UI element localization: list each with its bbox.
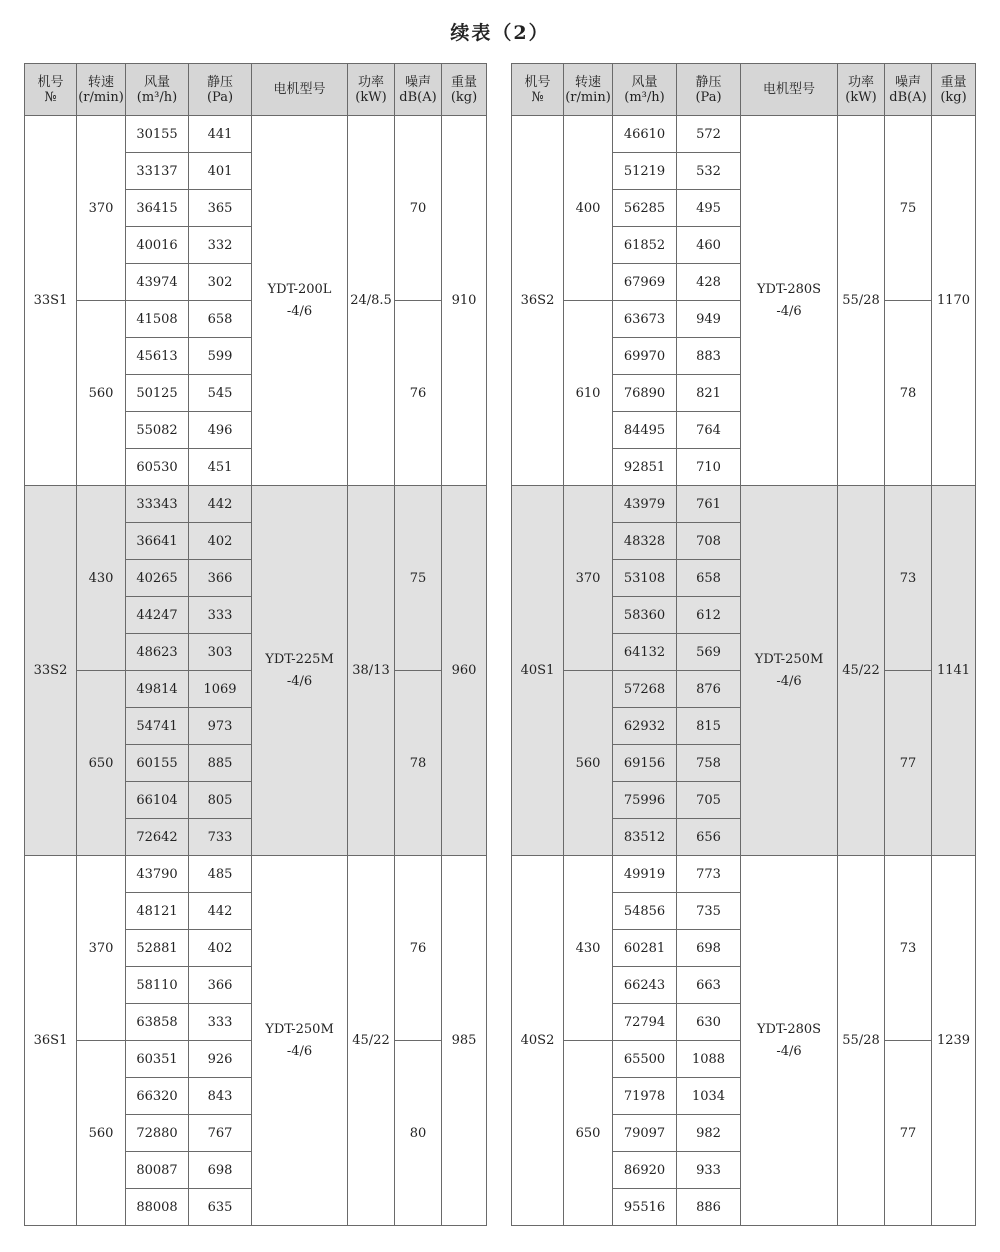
header-unit: (kW) (845, 89, 877, 105)
airflow-cell: 63858 (126, 1004, 189, 1041)
airflow-cell: 54856 (613, 893, 677, 930)
power-cell: 55/28 (838, 116, 885, 486)
static-pressure-cell: 767 (189, 1115, 252, 1152)
noise-cell: 77 (885, 671, 932, 856)
speed-cell: 610 (564, 301, 613, 486)
weight-cell: 985 (442, 856, 487, 1226)
speed-cell: 370 (77, 856, 126, 1041)
airflow-cell: 88008 (126, 1189, 189, 1226)
motor-model-cell (741, 486, 838, 856)
static-pressure-cell: 758 (677, 745, 741, 782)
static-pressure-cell: 735 (677, 893, 741, 930)
airflow-cell: 80087 (126, 1152, 189, 1189)
weight-cell: 960 (442, 486, 487, 856)
header-machine-no (25, 64, 77, 116)
static-pressure-cell: 401 (189, 153, 252, 190)
header-label: 风量 (631, 74, 658, 90)
motor-model-line1: YDT-250M (754, 651, 824, 667)
static-pressure-cell: 332 (189, 227, 252, 264)
airflow-cell: 43979 (613, 486, 677, 523)
speed-cell: 650 (77, 671, 126, 856)
speed-cell: 370 (564, 486, 613, 671)
static-pressure-cell: 658 (677, 560, 741, 597)
header-unit: (Pa) (695, 89, 722, 105)
airflow-cell: 62932 (613, 708, 677, 745)
airflow-cell: 56285 (613, 190, 677, 227)
static-pressure-cell: 973 (189, 708, 252, 745)
airflow-cell: 33137 (126, 153, 189, 190)
header-label: 转速 (87, 74, 114, 90)
static-pressure-cell: 876 (677, 671, 741, 708)
motor-model-cell (252, 856, 348, 1226)
airflow-cell: 53108 (613, 560, 677, 597)
motor-model-cell (741, 116, 838, 486)
airflow-cell: 58110 (126, 967, 189, 1004)
static-pressure-cell: 496 (189, 412, 252, 449)
header-label: 功率 (357, 74, 384, 90)
noise-cell: 80 (395, 1041, 442, 1226)
header-row (512, 64, 976, 116)
airflow-cell: 66243 (613, 967, 677, 1004)
motor-model-cell (252, 116, 348, 486)
motor-model-line1: YDT-280S (756, 1021, 822, 1037)
airflow-cell: 36415 (126, 190, 189, 227)
static-pressure-cell: 402 (189, 523, 252, 560)
airflow-cell: 30155 (126, 116, 189, 153)
noise-cell: 76 (395, 856, 442, 1041)
header-noise (885, 64, 932, 116)
static-pressure-cell: 303 (189, 634, 252, 671)
airflow-cell: 76890 (613, 375, 677, 412)
static-pressure-cell: 698 (677, 930, 741, 967)
motor-model-line2: -4/6 (286, 673, 313, 689)
airflow-cell: 36641 (126, 523, 189, 560)
airflow-cell: 72642 (126, 819, 189, 856)
static-pressure-cell: 885 (189, 745, 252, 782)
static-pressure-cell: 333 (189, 1004, 252, 1041)
machine-no-cell: 36S1 (25, 856, 77, 1226)
static-pressure-cell: 926 (189, 1041, 252, 1078)
header-speed (77, 64, 126, 116)
header-unit: dB(A) (889, 89, 927, 105)
speed-cell: 430 (564, 856, 613, 1041)
airflow-cell: 61852 (613, 227, 677, 264)
static-pressure-cell: 635 (189, 1189, 252, 1226)
header-unit: dB(A) (399, 89, 437, 105)
page-title: 续表（2） (450, 22, 550, 44)
airflow-cell: 72794 (613, 1004, 677, 1041)
power-cell: 45/22 (838, 486, 885, 856)
header-noise (395, 64, 442, 116)
airflow-cell: 67969 (613, 264, 677, 301)
motor-model-line2: -4/6 (776, 1043, 802, 1059)
airflow-cell: 48328 (613, 523, 677, 560)
weight-cell: 1170 (932, 116, 976, 486)
static-pressure-cell: 982 (677, 1115, 741, 1152)
static-pressure-cell: 705 (677, 782, 741, 819)
static-pressure-cell: 545 (189, 375, 252, 412)
power-cell: 55/28 (838, 856, 885, 1226)
static-pressure-cell: 460 (677, 227, 741, 264)
static-pressure-cell: 442 (189, 486, 252, 523)
static-pressure-cell: 1069 (189, 671, 252, 708)
airflow-cell: 54741 (126, 708, 189, 745)
noise-cell: 70 (395, 116, 442, 301)
airflow-cell: 45613 (126, 338, 189, 375)
static-pressure-cell: 708 (677, 523, 741, 560)
static-pressure-cell: 663 (677, 967, 741, 1004)
static-pressure-cell: 773 (677, 856, 741, 893)
header-unit: (r/min) (78, 89, 124, 105)
static-pressure-cell: 949 (677, 301, 741, 338)
airflow-cell: 43974 (126, 264, 189, 301)
static-pressure-cell: 933 (677, 1152, 741, 1189)
power-cell: 45/22 (348, 856, 395, 1226)
header-row (25, 64, 487, 116)
noise-cell: 73 (885, 486, 932, 671)
motor-model-line1: YDT-200L (267, 281, 332, 297)
header-label: 静压 (206, 74, 233, 90)
table-header (512, 64, 976, 116)
airflow-cell: 48623 (126, 634, 189, 671)
static-pressure-cell: 402 (189, 930, 252, 967)
speed-cell: 560 (77, 1041, 126, 1226)
machine-no-cell: 40S2 (512, 856, 564, 1226)
header-static-pressure (189, 64, 252, 116)
header-unit: (kW) (355, 89, 387, 105)
airflow-cell: 60281 (613, 930, 677, 967)
static-pressure-cell: 886 (677, 1189, 741, 1226)
static-pressure-cell: 333 (189, 597, 252, 634)
static-pressure-cell: 569 (677, 634, 741, 671)
airflow-cell: 84495 (613, 412, 677, 449)
airflow-cell: 46610 (613, 116, 677, 153)
static-pressure-cell: 656 (677, 819, 741, 856)
airflow-cell: 50125 (126, 375, 189, 412)
static-pressure-cell: 572 (677, 116, 741, 153)
airflow-cell: 66104 (126, 782, 189, 819)
header-label: 静压 (695, 74, 722, 90)
header-weight (932, 64, 976, 116)
header-motor-model (741, 64, 838, 116)
static-pressure-cell: 815 (677, 708, 741, 745)
airflow-cell: 69156 (613, 745, 677, 782)
static-pressure-cell: 599 (189, 338, 252, 375)
header-label: 噪声 (894, 74, 921, 90)
speed-cell: 400 (564, 116, 613, 301)
header-airflow (613, 64, 677, 116)
header-label: 重量 (940, 74, 967, 90)
header-label: 电机型号 (273, 82, 326, 97)
motor-model-cell (252, 486, 348, 856)
header-weight (442, 64, 487, 116)
noise-cell: 78 (885, 301, 932, 486)
noise-cell: 78 (395, 671, 442, 856)
header-unit: № (531, 89, 544, 105)
spec-table-left (24, 63, 487, 1226)
static-pressure-cell: 612 (677, 597, 741, 634)
airflow-cell: 86920 (613, 1152, 677, 1189)
airflow-cell: 75996 (613, 782, 677, 819)
motor-model-line2: -4/6 (776, 303, 802, 319)
table-row (512, 486, 976, 523)
header-label: 功率 (847, 74, 874, 90)
header-unit: (m³/h) (624, 89, 665, 105)
static-pressure-cell: 366 (189, 967, 252, 1004)
header-machine-no (512, 64, 564, 116)
static-pressure-cell: 485 (189, 856, 252, 893)
machine-no-cell: 33S2 (25, 486, 77, 856)
motor-model-line2: -4/6 (286, 1043, 313, 1059)
static-pressure-cell: 658 (189, 301, 252, 338)
airflow-cell: 60155 (126, 745, 189, 782)
airflow-cell: 95516 (613, 1189, 677, 1226)
airflow-cell: 55082 (126, 412, 189, 449)
static-pressure-cell: 302 (189, 264, 252, 301)
static-pressure-cell: 710 (677, 449, 741, 486)
weight-cell: 910 (442, 116, 487, 486)
header-speed (564, 64, 613, 116)
power-cell: 24/8.5 (348, 116, 395, 486)
header-label: 噪声 (404, 74, 431, 90)
airflow-cell: 49919 (613, 856, 677, 893)
static-pressure-cell: 821 (677, 375, 741, 412)
speed-cell: 560 (77, 301, 126, 486)
weight-cell: 1141 (932, 486, 976, 856)
static-pressure-cell: 365 (189, 190, 252, 227)
motor-model-line1: YDT-225M (265, 651, 334, 667)
noise-cell: 75 (885, 116, 932, 301)
header-label: 转速 (574, 74, 601, 90)
noise-cell: 76 (395, 301, 442, 486)
motor-model-cell (741, 856, 838, 1226)
airflow-cell: 40265 (126, 560, 189, 597)
static-pressure-cell: 843 (189, 1078, 252, 1115)
airflow-cell: 51219 (613, 153, 677, 190)
header-unit: (kg) (450, 89, 478, 105)
static-pressure-cell: 428 (677, 264, 741, 301)
header-airflow (126, 64, 189, 116)
airflow-cell: 60351 (126, 1041, 189, 1078)
header-power (838, 64, 885, 116)
header-power (348, 64, 395, 116)
static-pressure-cell: 366 (189, 560, 252, 597)
static-pressure-cell: 764 (677, 412, 741, 449)
header-label: 重量 (450, 74, 477, 90)
header-unit: (kg) (940, 89, 967, 105)
airflow-cell: 58360 (613, 597, 677, 634)
noise-cell: 77 (885, 1041, 932, 1226)
header-unit: (r/min) (565, 89, 611, 105)
airflow-cell: 66320 (126, 1078, 189, 1115)
static-pressure-cell: 805 (189, 782, 252, 819)
airflow-cell: 92851 (613, 449, 677, 486)
airflow-cell: 43790 (126, 856, 189, 893)
speed-cell: 650 (564, 1041, 613, 1226)
static-pressure-cell: 883 (677, 338, 741, 375)
airflow-cell: 64132 (613, 634, 677, 671)
static-pressure-cell: 1088 (677, 1041, 741, 1078)
static-pressure-cell: 532 (677, 153, 741, 190)
airflow-cell: 33343 (126, 486, 189, 523)
airflow-cell: 83512 (613, 819, 677, 856)
motor-model-line2: -4/6 (776, 673, 802, 689)
airflow-cell: 71978 (613, 1078, 677, 1115)
header-unit: (Pa) (206, 89, 234, 105)
header-label: 机号 (524, 74, 551, 90)
header-motor-model (252, 64, 348, 116)
machine-no-cell: 33S1 (25, 116, 77, 486)
header-unit: № (44, 89, 57, 105)
header-label: 风量 (143, 74, 170, 90)
spec-table-right (511, 63, 976, 1226)
static-pressure-cell: 451 (189, 449, 252, 486)
table-header (25, 64, 487, 116)
speed-cell: 370 (77, 116, 126, 301)
noise-cell: 73 (885, 856, 932, 1041)
static-pressure-cell: 698 (189, 1152, 252, 1189)
noise-cell: 75 (395, 486, 442, 671)
static-pressure-cell: 495 (677, 190, 741, 227)
header-unit: (m³/h) (136, 89, 178, 105)
airflow-cell: 49814 (126, 671, 189, 708)
static-pressure-cell: 761 (677, 486, 741, 523)
header-label: 电机型号 (762, 82, 815, 97)
table-body (512, 116, 976, 1226)
airflow-cell: 52881 (126, 930, 189, 967)
header-label: 机号 (37, 74, 64, 90)
machine-no-cell: 40S1 (512, 486, 564, 856)
airflow-cell: 44247 (126, 597, 189, 634)
airflow-cell: 79097 (613, 1115, 677, 1152)
weight-cell: 1239 (932, 856, 976, 1226)
motor-model-line1: YDT-250M (265, 1021, 334, 1037)
motor-model-line2: -4/6 (286, 303, 313, 319)
power-cell: 38/13 (348, 486, 395, 856)
airflow-cell: 65500 (613, 1041, 677, 1078)
airflow-cell: 63673 (613, 301, 677, 338)
static-pressure-cell: 442 (189, 893, 252, 930)
static-pressure-cell: 630 (677, 1004, 741, 1041)
airflow-cell: 40016 (126, 227, 189, 264)
motor-model-line1: YDT-280S (756, 281, 822, 297)
airflow-cell: 72880 (126, 1115, 189, 1152)
table-row (25, 856, 487, 893)
speed-cell: 560 (564, 671, 613, 856)
static-pressure-cell: 441 (189, 116, 252, 153)
table-row (25, 116, 487, 153)
header-static-pressure (677, 64, 741, 116)
table-row (512, 116, 976, 153)
static-pressure-cell: 1034 (677, 1078, 741, 1115)
table-row (512, 856, 976, 893)
speed-cell: 430 (77, 486, 126, 671)
machine-no-cell: 36S2 (512, 116, 564, 486)
airflow-cell: 69970 (613, 338, 677, 375)
table-row (25, 486, 487, 523)
table-body (25, 116, 487, 1226)
airflow-cell: 48121 (126, 893, 189, 930)
airflow-cell: 57268 (613, 671, 677, 708)
airflow-cell: 41508 (126, 301, 189, 338)
static-pressure-cell: 733 (189, 819, 252, 856)
airflow-cell: 60530 (126, 449, 189, 486)
